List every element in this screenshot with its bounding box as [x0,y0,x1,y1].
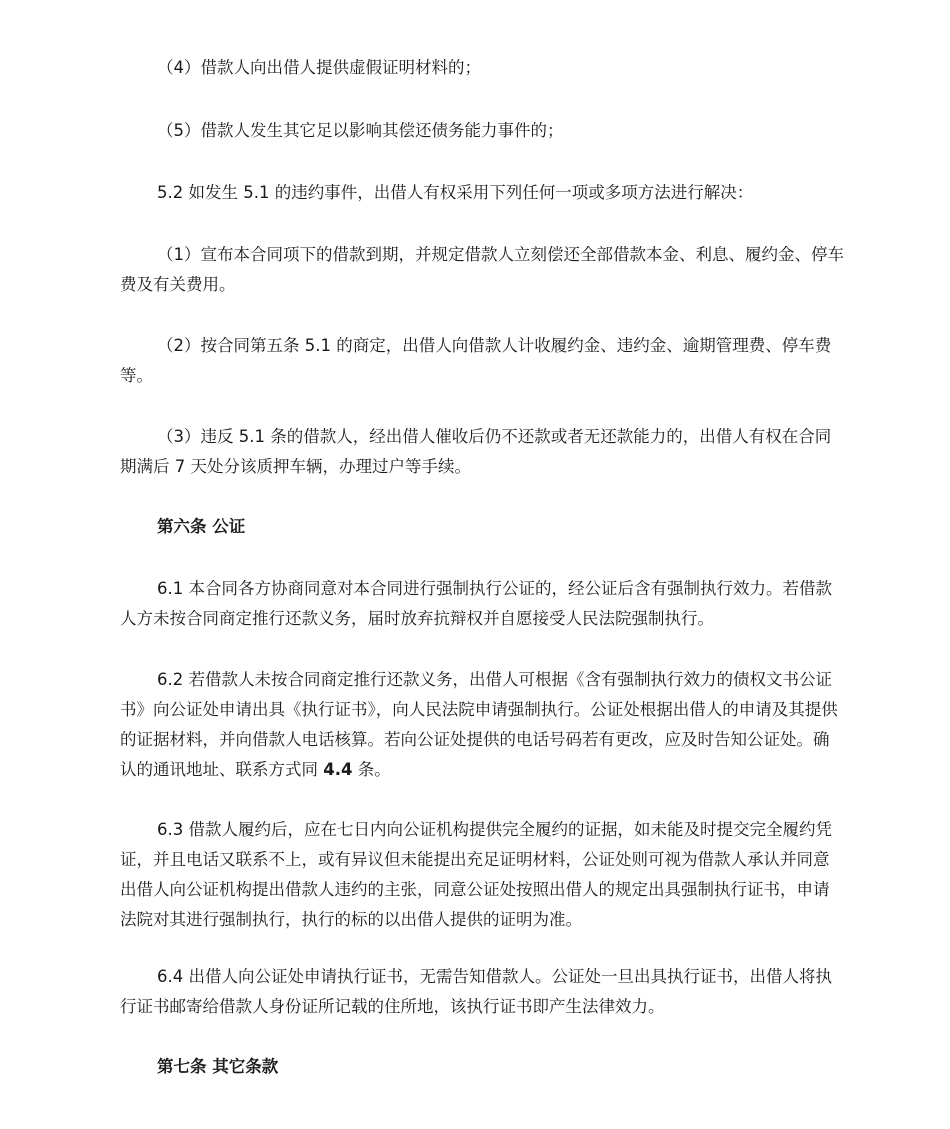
paragraph-remedy-3: （3）违反 5.1 条的借款人，经出借人催收后仍不还款或者无还款能力的，出借人有权在合同期满后 7 天处分该质押车辆，办理过户等手续。 [120,427,832,476]
paragraph-clause-5-2: 5.2 如发生 5.1 的违约事件，出借人有权采用下列任何一项或多项方法进行解决： [157,183,754,202]
clause-reference-bold: 4.4 [323,760,353,779]
clause-6-2-tail: 条。 [352,760,391,779]
paragraph-clause-6-4: 6.4 出借人向公证处申请执行证书，无需告知借款人。公证处一旦出具执行证书，出借人将执行证书邮寄给借款人身份证所记载的住所地，该执行证书即产生法律效力。 [120,967,832,1016]
paragraph-remedy-1: （1）宣布本合同项下的借款到期，并规定借款人立刻偿还全部借款本金、利息、履约金、停车费及有关费用。 [120,245,844,294]
paragraph-remedy-2: （2）按合同第五条 5.1 的商定，出借人向借款人计收履约金、违约金、逾期管理费、停车费等。 [120,336,832,385]
paragraph-clause-6-3: 6.3 借款人履约后，应在七日内向公证机构提供完全履约的证据，如未能及时提交完全履约凭证，并且电话又联系不上，或有异议但未能提出充足证明材料，公证处则可视为借款人承认并同意出借人向公证机构提出借款人违约的主张，同意公证处按照出借人的规定出具强制执行证书，申请法院对其进行强制执行，执行的标的以出借人提供的证明为准。 [120,820,832,929]
section-heading-article-7: 第七条 其它条款 [157,1057,279,1076]
paragraph-clause-6-2 [120,665,845,785]
section-heading-article-6: 第六条 公证 [157,517,246,536]
paragraph-item-5: （5）借款人发生其它足以影响其偿还债务能力事件的； [157,121,564,140]
paragraph-clause-6-1: 6.1 本合同各方协商同意对本合同进行强制执行公证的，经公证后含有强制执行效力。若借款人方未按合同商定推行还款义务，届时放弃抗辩权并自愿接受人民法院强制执行。 [120,579,832,628]
clause-6-2-text: 6.2 若借款人未按合同商定推行还款义务，出借人可根据《含有强制执行效力的债权文书公证书》向公证处申请出具《执行证书》，向人民法院申请强制执行。公证处根据出借人的申请及其提供的证据材料，并向借款人电话核算。若向公证处提供的电话号码若有更改，应及时告知公证处。确认的通讯地址、联系方式同 [120,670,838,779]
paragraph-item-4: （4）借款人向出借人提供虚假证明材料的； [157,58,481,77]
